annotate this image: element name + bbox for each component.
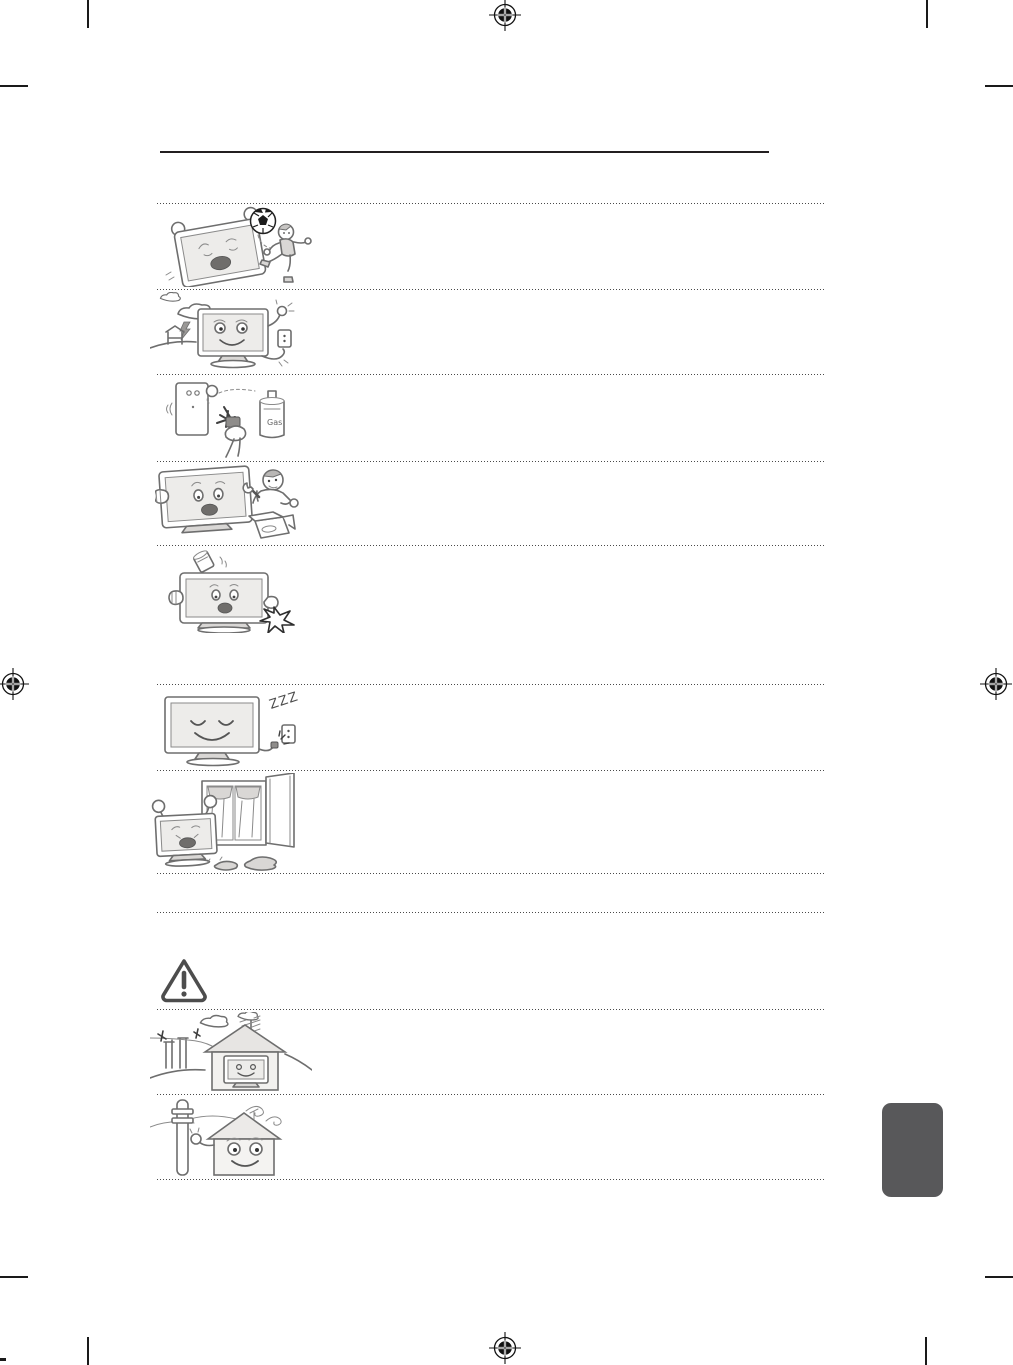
sleep-zzz-text: ZZZ <box>267 689 301 713</box>
page-index-tab <box>882 1103 943 1197</box>
illustration-antenna-pole-beside-house <box>150 1097 302 1178</box>
illustration-antenna-near-power-lines <box>150 1012 312 1093</box>
registration-target-icon <box>488 0 522 32</box>
crop-mark-bottom-left-v <box>87 1337 89 1365</box>
warning-triangle-icon <box>159 956 209 1004</box>
registration-target-icon <box>488 1331 522 1365</box>
illustration-gas-leak-outlet-warning <box>164 377 306 458</box>
crop-mark-bottom-right-h <box>985 1276 1013 1278</box>
illustration-tv-struck-by-falling-object <box>162 549 304 633</box>
section-header-rule <box>160 151 769 153</box>
house-with-tv-icon <box>205 1025 285 1090</box>
happy-house-icon <box>190 1109 280 1175</box>
row-separator <box>157 873 825 874</box>
illustration-tv-sleeping-unplugged <box>155 687 305 768</box>
wall-outlet-plate-icon <box>176 383 208 435</box>
scared-tv-icon <box>155 466 253 535</box>
row-separator <box>157 912 825 913</box>
crop-mark-top-right-v <box>926 0 928 28</box>
soccer-ball-icon <box>251 209 276 234</box>
crop-mark-top-left-v <box>87 0 89 28</box>
row-separator <box>157 374 825 375</box>
happy-tv-icon <box>198 309 268 368</box>
power-pylon-icon <box>150 1029 212 1068</box>
illustration-tv-hit-by-soccer-ball <box>158 205 313 287</box>
registration-target-icon <box>979 667 1013 701</box>
gas-canister-label: Gas <box>267 418 283 427</box>
gas-canister-icon <box>260 391 284 438</box>
crop-mark-top-left-h <box>0 85 28 87</box>
utility-pole-icon <box>172 1100 193 1175</box>
row-separator <box>157 684 825 685</box>
row-separator <box>157 461 825 462</box>
impact-burst-icon <box>260 607 294 633</box>
illustration-tv-refusing-repair <box>155 463 305 543</box>
row-separator <box>157 770 825 771</box>
crop-mark-bottom-left-h <box>0 1276 28 1278</box>
row-separator <box>157 1094 825 1095</box>
puddle-icon <box>207 857 276 870</box>
page-edge-mark <box>0 1358 6 1361</box>
illustration-tv-unplugged-in-storm <box>150 292 302 371</box>
cloud-icon <box>200 1012 258 1027</box>
row-separator <box>157 289 825 290</box>
worried-tv-icon <box>169 573 278 633</box>
crop-mark-bottom-right-v <box>925 1337 927 1365</box>
falling-cup-icon <box>192 549 214 572</box>
scared-tv-icon <box>152 795 220 867</box>
plug-in-hand-icon <box>225 417 245 457</box>
outlet-icon <box>282 725 295 743</box>
registration-target-icon <box>0 667 30 701</box>
crop-mark-top-right-h <box>985 85 1013 87</box>
row-separator <box>157 1009 825 1010</box>
outlet-icon <box>278 330 291 347</box>
row-separator <box>157 1179 825 1180</box>
row-separator <box>157 545 825 546</box>
open-box-icon <box>249 512 295 538</box>
row-separator <box>157 203 825 204</box>
sleeping-tv-icon <box>165 697 259 766</box>
illustration-tv-near-open-window-rain <box>150 773 302 872</box>
